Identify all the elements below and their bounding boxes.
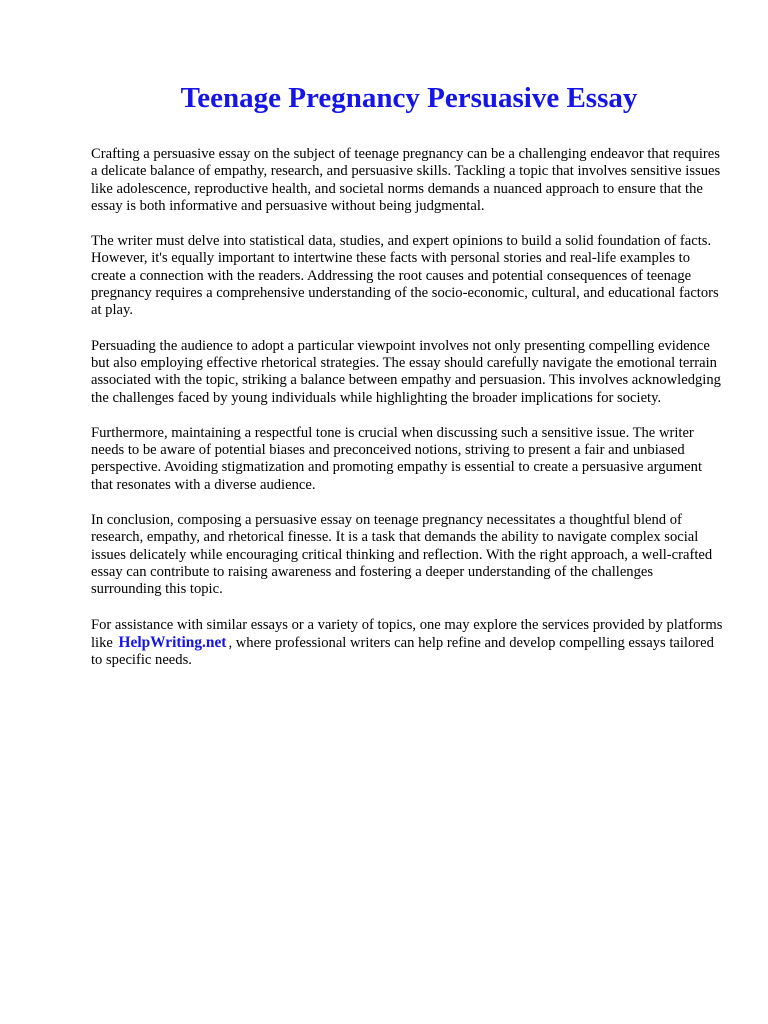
paragraph-persuasion: Persuading the audience to adopt a particular viewpoint involves not only presenting compelling evidence but also employing effective rhetorical strategies. The essay should carefully navigate the emotional terrain associated with the topic, striking a balance between empathy and persuasion. This involves acknowledging the challenges faced by young individuals while highlighting the broader implications for society. xyxy=(91,337,721,406)
paragraph-tone: Furthermore, maintaining a respectful tone is crucial when discussing such a sensitive issue. The writer needs to be aware of potential biases and preconceived notions, striving to present a fair and unbiased perspective. Avoiding stigmatization and promoting empathy is essential to create a persuasive argument that resonates with a diverse audience. xyxy=(91,424,703,493)
helpwriting-link[interactable]: HelpWriting.net xyxy=(118,633,227,651)
assistance-text-after: , where professional writers can help refine and develop compelling essays tailored to specific needs. xyxy=(91,634,714,669)
paragraph-research: The writer must delve into statistical data, studies, and expert opinions to build a solid foundation of facts. However, it's equally important to intertwine these facts with personal stories and real-life examples to create a connection with the readers. Addressing the root causes and potential consequences of teenage pregnancy requires a comprehensive understanding of the socio-economic, cultural, and educational factors at play. xyxy=(91,233,719,319)
paragraph-conclusion: In conclusion, composing a persuasive essay on teenage pregnancy necessitates a thoughtful blend of research, empathy, and rhetorical finesse. It is a task that demands the ability to navigate complex social issues delicately while encouraging critical thinking and reflection. With the right approach, a well-crafted essay can contribute to raising awareness and fostering a deeper understanding of the challenges surrounding this topic. xyxy=(91,512,713,598)
paragraph-assistance xyxy=(91,617,725,670)
paragraph-intro: Crafting a persuasive essay on the subject of teenage pregnancy can be a challenging endeavor that requires a delicate balance of empathy, research, and persuasive skills. Tackling a topic that involves sensitive issues like adolescence, reproductive health, and societal norms demands a nuanced approach to ensure that the essay is both informative and persuasive without being judgmental. xyxy=(91,146,721,214)
assistance-text-before: For assistance with similar essays or a variety of topics, one may explore the services provided by platforms like xyxy=(91,616,723,651)
document-body xyxy=(91,146,725,687)
document-title: Teenage Pregnancy Persuasive Essay xyxy=(180,82,638,114)
